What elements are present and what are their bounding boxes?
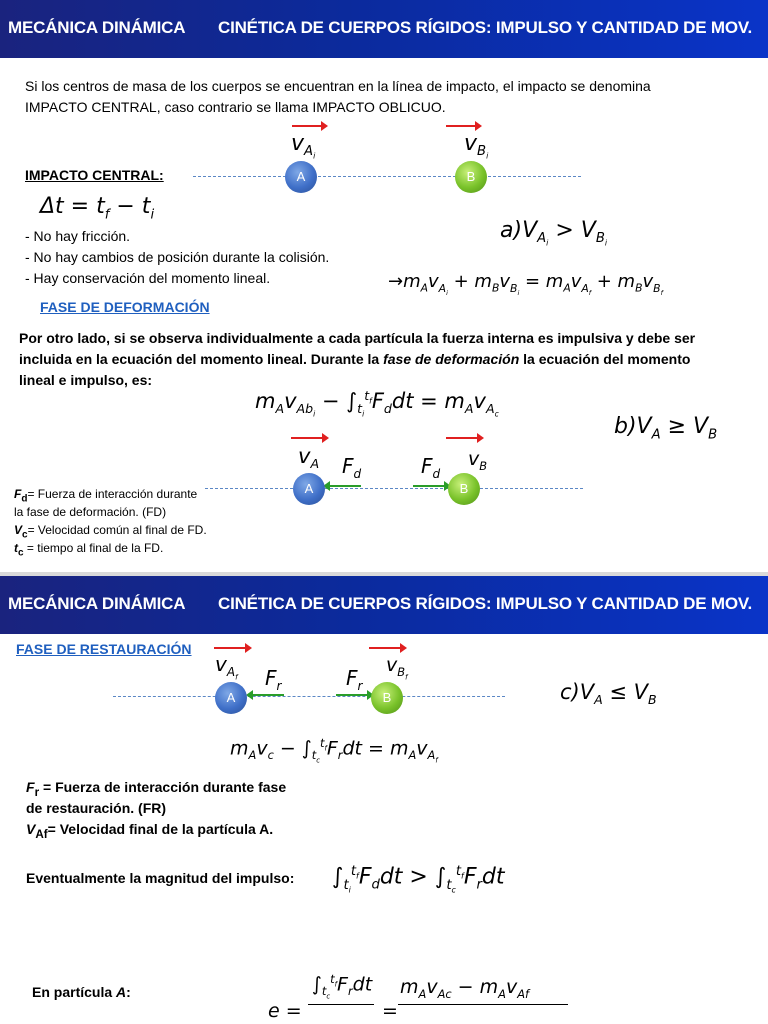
force-label-b-deformation: $F_d$ — [421, 454, 441, 481]
delta-t-equation: $\Delta t = t_f - t_i$ — [40, 194, 155, 223]
ball-b-deformation: B — [448, 473, 480, 505]
legend-tc-text: = tiempo al final de la FD. — [23, 541, 164, 555]
equals-sign: = — [382, 1000, 398, 1022]
force-arrow-a-restitution — [248, 694, 284, 696]
legend-tc-symbol: t — [14, 541, 18, 555]
bullet-3: - Hay conservación del momento lineal. — [25, 270, 271, 286]
fraction-bar-1 — [308, 1004, 374, 1005]
slide-header — [0, 576, 768, 634]
legend-fr-cont: de restauración. (FR) — [26, 800, 167, 816]
eventually-text: Eventualmente la magnitud del impulso: — [26, 870, 295, 886]
legend-vc-symbol: V — [14, 523, 23, 537]
bullet-2: - No hay cambios de posición durante la colisión. — [25, 249, 330, 265]
velocity-label-a-restitution: $v_{A_f}$ — [215, 652, 238, 682]
ball-a-restitution: A — [215, 682, 247, 714]
condition-b: $b)V_A \ge V_B$ — [614, 414, 718, 443]
legend-tc — [14, 539, 163, 562]
legend-vc-subscript: c — [22, 529, 28, 541]
velocity-label-a-deformation: $v_A$ — [298, 444, 320, 472]
paragraph-line-2 — [19, 349, 690, 370]
paragraph-line-2-end: la ecuación del momento — [519, 351, 691, 367]
deformation-impulse-equation: $m_Av_{Ab_i} - \int_{t_i}^{t_f}F_ddt = m_Av_{A_c}$ — [255, 388, 499, 419]
paragraph-line-1: Por otro lado, si se observa individualmente a cada partícula la fuerza interna es impulsiva y debe ser — [19, 330, 696, 346]
fraction-bar-2 — [398, 1004, 568, 1005]
legend-vaf — [26, 819, 273, 845]
numerator-impulse: $\int_{t_c}^{t_f}F_rdt$ — [312, 972, 373, 1001]
impulse-comparison: $\int_{t_i}^{t_f}F_ddt > \int_{t_c}^{t_f}F_rdt$ — [332, 864, 505, 895]
en-particula-colon: : — [126, 984, 131, 1000]
paragraph-line-2-start: incluida en la ecuación del momento lineal. Durante la — [19, 351, 384, 367]
ball-a-deformation: A — [293, 473, 325, 505]
legend-fr-subscript: r — [34, 785, 40, 799]
momentum-conservation: $\to m_Av_{A_i} + m_Bv_{B_i} = m_Av_{A_f} + m_Bv_{B_f}$ — [388, 271, 663, 297]
force-arrow-b-deformation — [413, 485, 449, 487]
velocity-label-a: $v_{A_i}$ — [291, 131, 316, 162]
ball-a: A — [285, 161, 317, 193]
legend-vaf-symbol: V — [26, 821, 36, 837]
legend-vc-text: = Velocidad común al final de FD. — [27, 523, 207, 537]
slide-header — [0, 0, 768, 58]
numerator-momentum: $m_Av_{Ac} - m_Av_{Af}$ — [400, 976, 529, 1001]
velocity-arrow-b-deformation — [446, 437, 482, 439]
ball-b-restitution: B — [371, 682, 403, 714]
coefficient-e: e = — [268, 1000, 302, 1022]
intro-line-1: Si los centros de masa de los cuerpos se encuentran en la línea de impacto, el impacto se denomina — [25, 78, 651, 94]
legend-fd-text: = Fuerza de interacción durante — [27, 487, 198, 501]
force-label-a-deformation: $F_d$ — [342, 454, 362, 481]
legend-fd-symbol: F — [14, 487, 22, 501]
fase-deformacion-heading: FASE DE DEFORMACIÓN — [40, 299, 210, 315]
velocity-arrow-a-deformation — [291, 437, 327, 439]
header-course-title: MECÁNICA DINÁMICA — [8, 594, 186, 613]
header-topic-title: CINÉTICA DE CUERPOS RÍGIDOS: IMPULSO Y CANTIDAD DE MOV. — [218, 18, 753, 37]
header-topic-title: CINÉTICA DE CUERPOS RÍGIDOS: IMPULSO Y CANTIDAD DE MOV. — [218, 594, 753, 613]
bullet-1: - No hay fricción. — [25, 228, 131, 244]
condition-a: $a)V_{A_i} > V_{B_i}$ — [500, 218, 608, 249]
en-particula-label: En partícula — [32, 984, 117, 1000]
velocity-arrow-a — [292, 125, 326, 127]
legend-fr-text: = Fuerza de interacción durante fase — [39, 779, 287, 795]
force-arrow-a-deformation — [325, 485, 361, 487]
ball-b: B — [455, 161, 487, 193]
slide-2 — [0, 576, 768, 1024]
restitution-impulse-equation: $m_Av_c - \int_{t_c}^{t_f}F_rdt = m_Av_{A_f}$ — [230, 736, 438, 765]
velocity-arrow-b-restitution — [369, 647, 405, 649]
paragraph-emphasis: fase de deformación — [383, 351, 520, 367]
velocity-arrow-a-restitution — [214, 647, 250, 649]
impacto-central-label: IMPACTO CENTRAL: — [25, 167, 164, 183]
fase-restauracion-heading: FASE DE RESTAURACIÓN — [16, 641, 192, 657]
intro-line-2: IMPACTO CENTRAL, caso contrario se llama IMPACTO OBLICUO. — [25, 99, 446, 115]
en-particula-letter: A — [116, 984, 127, 1000]
velocity-label-b-deformation: $v_B$ — [468, 448, 488, 473]
force-label-b-restitution: $F_r$ — [346, 666, 363, 693]
header-course-title: MECÁNICA DINÁMICA — [8, 18, 186, 37]
legend-vaf-text: = Velocidad final de la partícula A. — [47, 821, 274, 837]
legend-fd-cont: la fase de deformación. (FD) — [14, 505, 167, 519]
impact-line-deformation — [205, 488, 583, 489]
impact-line — [193, 176, 581, 177]
velocity-label-b: $v_{B_i}$ — [464, 131, 489, 162]
condition-c: $c)V_A \le V_B$ — [560, 680, 657, 708]
impact-line-restitution — [113, 696, 505, 697]
force-arrow-b-restitution — [336, 694, 372, 696]
en-particula-text — [32, 982, 131, 1003]
legend-tc-subscript: c — [18, 547, 24, 559]
velocity-label-b-restitution: $v_{B_f}$ — [386, 654, 408, 682]
legend-fr-symbol: F — [26, 779, 35, 795]
legend-vaf-subscript: Af — [35, 827, 48, 841]
force-label-a-restitution: $F_r$ — [265, 666, 282, 693]
paragraph-line-3: lineal e impulso, es: — [19, 372, 153, 388]
legend-fd-subscript: d — [21, 493, 28, 505]
velocity-arrow-b — [446, 125, 480, 127]
